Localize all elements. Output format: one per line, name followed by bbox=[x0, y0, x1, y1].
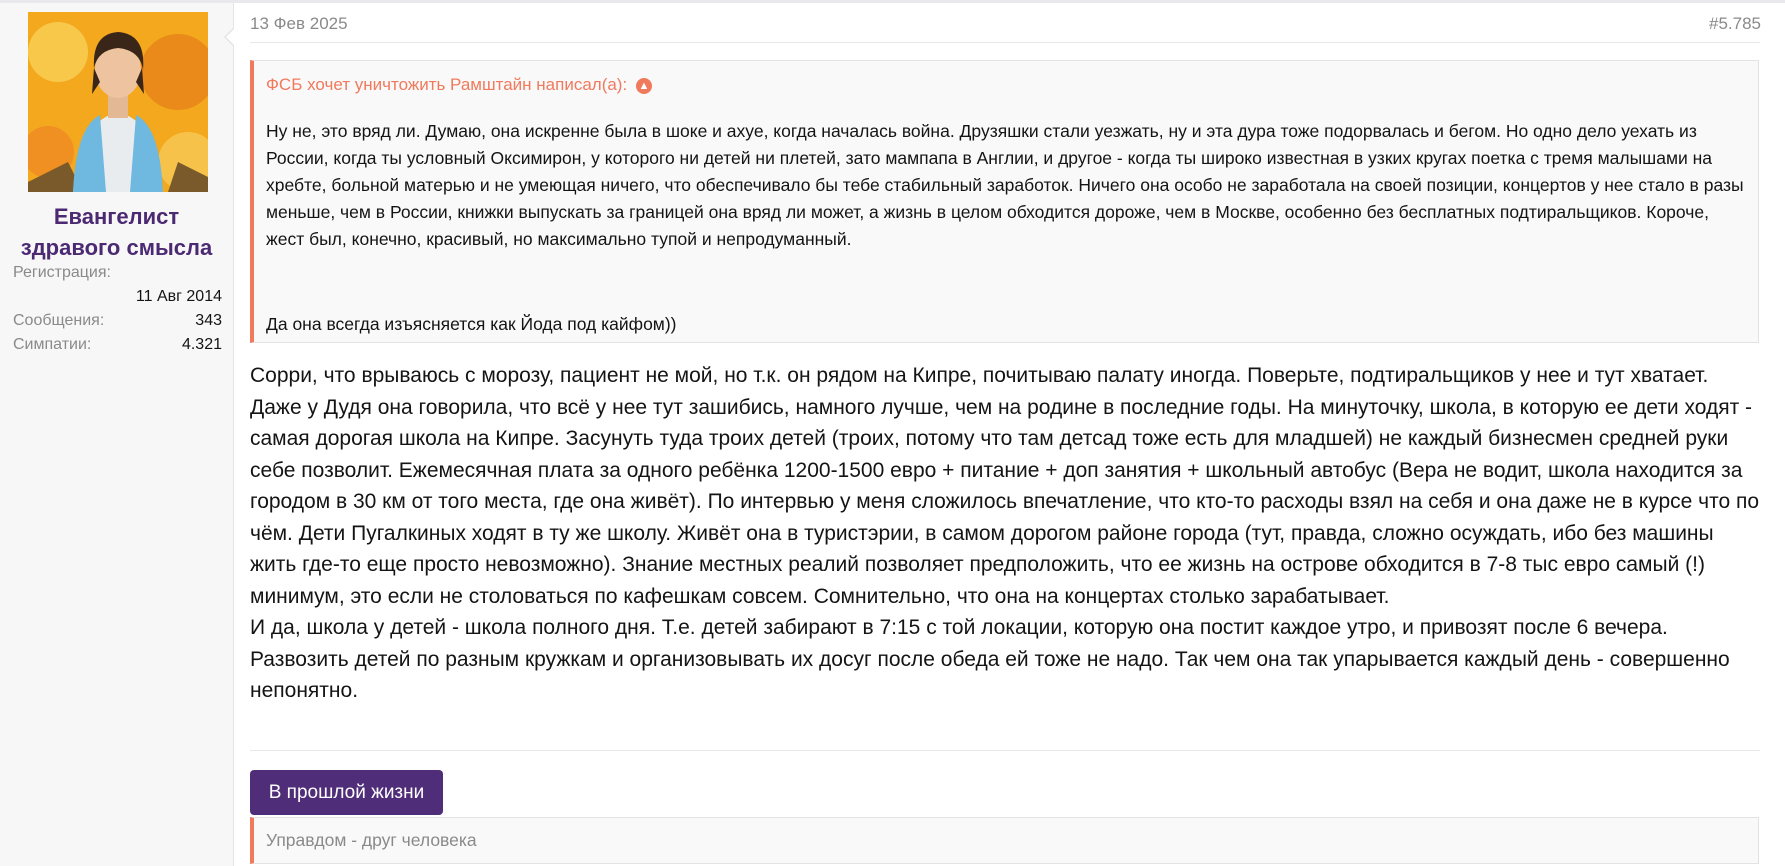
quote-paragraph-1: Ну не, это вряд ли. Думаю, она искренне была в шоке и ахуе, когда началась война. Друзяшки стали уезжать, ну и эта дура тоже подорвалась и бегом. Но одно дело уехать из России, когда ты условный Оксимирон, у которого ни детей ни плетей, зато мампапа в Англии, и другое - когда ты широко известная в узких кругах поетка с тремя малышами на хребте, больной матерью и не умеющая ничего, что обеспечивало бы тебе стабильный заработок. Ничего она особо не заработала на своей позиции, концертов у нее стало в разы меньше, чем в России, книжки выпускать за границей она вряд ли может, а жизнь в целом обходится дороже, чем в Москве, особенно без бесплатных подтиральщиков. Короче, жест был, конечно, красивый, но максимально тупой и непродуманный. bbox=[266, 121, 1744, 249]
message-paragraph-1: Сорри, что врываюсь с морозу, пациент не мой, но т.к. он рядом на Кипре, почитываю палату иногда. Поверьте, подтиральщиков у нее и тут хватает. Даже у Дудя она говорила, что всё у нее тут зашибись, намного лучше, чем на родине в последние годы. На минуточку, школа, в которую ее дети ходят - самая дорогая школа на Кипре. Засунуть туда троих детей (троих, потому что там детсад тоже есть для младшей) не каждый бизнесмен средней руки себе позволит. Ежемесячная плата за одного ребёнка 1200-1500 евро + питание + доп занятия + школьный автобус (Вера не водит, школа находится за городом в 30 км от того места, где она живёт). По интервью у меня сложилось впечатление, что кто-то расходы взял на себя и она даже не в курсе что по чём. Дети Пугалкиных ходят в ту же школу. Живёт она в туристэрии, в самом дорогом районе города (тут, правда, сложно осуждать, ибо без машины жить где-то еще просто невозможно). Знание местных реалий позволяет предположить, что ее жизнь на острове обходится в 7-8 тыс евро самый (!) минимум, это если не столоваться по кафешкам совсем. Сомнительно, что она на концертах столько зарабатывает. bbox=[250, 364, 1760, 608]
reaction-button[interactable]: В прошлой жизни bbox=[250, 770, 443, 815]
post-pointer-arrow-inner bbox=[226, 28, 235, 46]
message-paragraph-2: И да, школа у детей - школа полного дня. Т.е. детей забирают в 7:15 с той локации, которую она постит каждое утро, и привозят после 6 вечера. Развозить детей по разным кружкам и организовывать их досуг после обеда ей тоже не надо. Так чем она так упарывается каждый день - совершенно непонятно. bbox=[250, 616, 1730, 702]
likes-value: 4.321 bbox=[181, 336, 222, 353]
message-footer-divider bbox=[250, 750, 1760, 751]
post-date[interactable]: 13 Фев 2025 bbox=[250, 14, 348, 33]
username-line-1: Евангелист bbox=[53, 204, 180, 229]
header-divider bbox=[250, 42, 1760, 43]
user-info-panel bbox=[0, 3, 234, 866]
registration-value: 11 Авг 2014 bbox=[135, 288, 222, 305]
username[interactable] bbox=[0, 201, 233, 263]
message-body bbox=[250, 360, 1762, 707]
messages-label: Сообщения: bbox=[13, 312, 105, 329]
signature-text: Управдом - друг человека bbox=[266, 830, 477, 850]
messages-value: 343 bbox=[195, 312, 222, 329]
likes-label: Симпатии: bbox=[13, 336, 92, 353]
avatar[interactable] bbox=[28, 12, 208, 192]
signature-block bbox=[250, 817, 1759, 864]
registration-label: Регистрация: bbox=[13, 264, 111, 281]
username-line-2: здравого смысла bbox=[20, 235, 213, 260]
quote-author-link[interactable] bbox=[266, 75, 652, 95]
arrow-circle-up-icon[interactable]: ▲ bbox=[636, 78, 652, 94]
forum-post bbox=[0, 3, 1785, 866]
quote-paragraph-2: Да она всегда изъясняется как Йода под кайфом)) bbox=[266, 314, 677, 334]
post-number[interactable]: #5.785 bbox=[1709, 14, 1761, 33]
quote-author-text: ФСБ хочет уничтожить Рамштайн написал(а): bbox=[266, 75, 628, 94]
quote-block bbox=[250, 60, 1759, 343]
